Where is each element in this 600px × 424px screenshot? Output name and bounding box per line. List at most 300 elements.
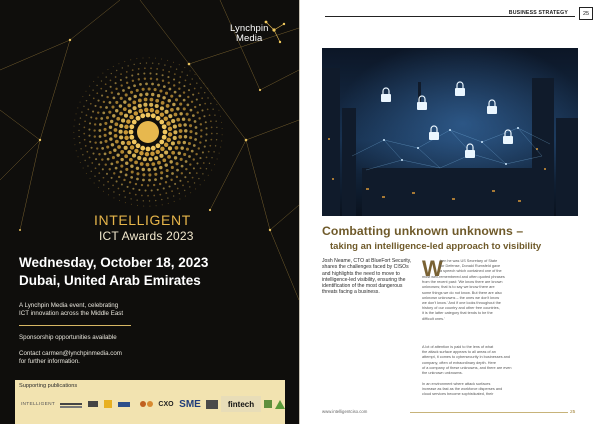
burst-dot xyxy=(124,136,128,140)
burst-dot xyxy=(142,57,143,58)
burst-dot xyxy=(149,57,150,58)
burst-dot xyxy=(107,158,110,161)
lock-icon xyxy=(381,94,391,102)
burst-dot xyxy=(150,108,154,112)
burst-dot xyxy=(159,120,164,125)
burst-dot xyxy=(136,167,139,170)
burst-dot xyxy=(112,185,114,187)
burst-dot xyxy=(204,103,206,105)
burst-dot xyxy=(98,163,100,165)
burst-dot xyxy=(150,152,154,156)
burst-dot xyxy=(156,150,160,154)
burst-dot xyxy=(207,97,208,98)
burst-dot xyxy=(118,63,119,64)
burst-dot xyxy=(176,176,178,178)
burst-dot xyxy=(113,172,115,174)
burst-dot xyxy=(125,162,128,165)
burst-dot xyxy=(120,158,123,161)
burst-dot xyxy=(211,126,213,128)
body-line: some things we do not know. But there are also xyxy=(422,290,502,295)
burst-dot xyxy=(86,173,87,174)
burst-dot xyxy=(127,103,131,107)
burst-dot xyxy=(108,188,109,189)
burst-dot xyxy=(153,184,155,186)
burst-dot xyxy=(134,160,138,164)
burst-dot xyxy=(100,117,103,120)
burst-dot xyxy=(207,88,208,89)
burst-dot xyxy=(92,89,93,90)
burst-dot xyxy=(144,67,146,69)
burst-dot xyxy=(103,191,104,192)
burst-dot xyxy=(78,130,79,131)
burst-dot xyxy=(158,63,159,64)
burst-dot xyxy=(170,95,173,98)
burst-dot xyxy=(140,146,145,151)
burst-dot xyxy=(205,127,207,129)
burst-dot xyxy=(130,59,131,60)
burst-dot xyxy=(132,154,136,158)
burst-dot xyxy=(163,85,166,88)
burst-dot xyxy=(145,93,148,96)
burst-dot xyxy=(109,101,112,104)
burst-dot xyxy=(77,107,78,108)
description-line: A Lynchpin Media event, celebrating xyxy=(19,302,119,309)
burst-dot xyxy=(185,79,187,81)
burst-dot xyxy=(142,179,145,182)
burst-dot xyxy=(120,73,122,75)
burst-dot xyxy=(91,162,93,164)
burst-dot xyxy=(142,173,145,176)
burst-dot xyxy=(181,165,184,168)
burst-dot xyxy=(173,84,175,86)
burst-dot xyxy=(87,165,88,166)
contact-line: for further information. xyxy=(19,358,80,365)
burst-dot xyxy=(146,147,151,152)
burst-dot xyxy=(140,162,144,166)
burst-dot xyxy=(190,192,191,193)
burst-dot xyxy=(155,99,159,103)
burst-dot xyxy=(151,113,156,118)
burst-dot xyxy=(164,163,167,166)
burst-dot xyxy=(121,183,123,185)
burst-dot xyxy=(200,123,202,125)
burst-dot xyxy=(90,178,91,179)
burst-dot xyxy=(152,62,153,63)
burst-dot xyxy=(198,178,199,179)
burst-dot xyxy=(156,205,157,206)
burst-dot xyxy=(124,61,125,62)
burst-dot xyxy=(133,84,136,87)
burst-dot xyxy=(150,67,152,69)
burst-dot xyxy=(188,89,190,91)
publication-logo xyxy=(117,396,131,412)
burst-dot xyxy=(187,181,189,183)
burst-dot xyxy=(160,147,164,151)
burst-dot xyxy=(83,106,84,107)
burst-dot xyxy=(106,116,109,119)
body-line: attempt, it comes to cybersecurity in businesses and xyxy=(422,355,511,360)
burst-dot xyxy=(129,181,131,183)
burst-dot xyxy=(94,123,96,125)
burst-dot xyxy=(203,162,205,164)
burst-dot xyxy=(169,160,172,163)
burst-dot xyxy=(101,80,102,81)
burst-dot xyxy=(159,183,161,185)
burst-dot xyxy=(174,73,176,75)
burst-dot xyxy=(144,98,148,102)
burst-dot xyxy=(142,168,145,171)
burst-dot xyxy=(196,99,198,101)
burst-dot xyxy=(80,117,81,118)
burst-dot xyxy=(205,121,207,123)
burst-dot xyxy=(161,59,162,60)
body-paragraph xyxy=(422,345,512,376)
burst-dot xyxy=(162,69,164,71)
burst-dot xyxy=(132,140,137,145)
burst-dot xyxy=(106,173,108,175)
burst-dot xyxy=(141,184,143,186)
burst-dot xyxy=(195,188,196,189)
burst-dot xyxy=(101,95,103,97)
burst-dot xyxy=(173,78,175,80)
article-subheadline: taking an intelligence-led approach to visibility xyxy=(330,241,542,252)
lock-icon xyxy=(417,102,427,110)
burst-dot xyxy=(192,78,193,79)
burst-dot xyxy=(143,103,147,107)
burst-dot xyxy=(126,141,130,145)
burst-dot xyxy=(174,201,175,202)
burst-dot xyxy=(204,92,205,93)
burst-dot xyxy=(100,88,102,90)
burst-dot xyxy=(150,77,152,79)
burst-dot xyxy=(189,172,191,174)
burst-dot xyxy=(92,111,94,113)
burst-dot xyxy=(188,118,191,121)
burst-dot xyxy=(176,107,179,110)
burst-dot xyxy=(138,78,140,80)
burst-dot xyxy=(164,143,168,147)
burst-dot xyxy=(194,182,195,183)
burst-dot xyxy=(179,129,183,133)
burst-dot xyxy=(160,112,164,116)
body-line: A lot of attention is paid to the lens of what xyxy=(422,345,494,349)
burst-dot xyxy=(160,177,163,180)
burst-dot xyxy=(185,196,186,197)
burst-dot xyxy=(94,176,95,177)
body-line: for Defense, Donald Rumsfeld gave xyxy=(440,264,501,269)
burst-dot xyxy=(102,168,104,170)
burst-dot xyxy=(187,96,189,98)
burst-dot xyxy=(103,184,104,185)
burst-dot xyxy=(124,146,128,150)
burst-dot xyxy=(177,188,179,190)
burst-dot xyxy=(94,105,96,107)
burst-dot xyxy=(194,138,197,141)
burst-dot xyxy=(89,157,91,159)
burst-dot xyxy=(194,120,197,123)
section-label: BUSINESS STRATEGY xyxy=(508,10,568,16)
burst-dot xyxy=(186,104,189,107)
burst-dot xyxy=(124,125,128,129)
burst-dot xyxy=(103,177,105,179)
burst-dot xyxy=(81,111,82,112)
burst-dot xyxy=(108,111,111,114)
burst-dot xyxy=(220,147,221,148)
burst-dot xyxy=(159,89,162,92)
burst-dot xyxy=(175,146,179,150)
burst-dot xyxy=(129,130,134,135)
burst-dot xyxy=(95,167,97,169)
burst-dot xyxy=(167,155,171,159)
burst-dot xyxy=(119,135,123,139)
burst-dot xyxy=(86,114,88,116)
burst-dot xyxy=(110,86,112,88)
burst-dot xyxy=(140,113,145,118)
burst-dot xyxy=(139,93,142,96)
burst-dot xyxy=(189,163,191,165)
burst-dot xyxy=(134,149,138,153)
burst-dot xyxy=(199,157,201,159)
burst-dot xyxy=(136,178,139,181)
burst-dot xyxy=(175,162,178,165)
burst-dot xyxy=(176,118,180,122)
burst-dot xyxy=(124,196,125,197)
burst-dot xyxy=(189,186,190,187)
burst-dot xyxy=(202,173,203,174)
burst-dot xyxy=(129,124,134,129)
burst-dot xyxy=(218,110,219,111)
burst-dot xyxy=(89,95,90,96)
burst-dot xyxy=(108,194,109,195)
burst-dot xyxy=(149,103,153,107)
publication-logo xyxy=(59,396,83,412)
burst-dot xyxy=(86,151,88,153)
body-line: company, often of extraordinary depth. Here xyxy=(422,360,497,365)
burst-dot xyxy=(110,80,112,82)
burst-dot xyxy=(200,167,202,169)
burst-dot xyxy=(160,106,164,110)
burst-dot xyxy=(76,113,77,114)
burst-dot xyxy=(154,156,158,160)
fintech-logo: fintech xyxy=(221,396,261,412)
burst-dot xyxy=(179,193,180,194)
burst-dot xyxy=(209,145,211,147)
burst-dot xyxy=(185,168,187,170)
burst-dot xyxy=(103,101,105,103)
burst-dot xyxy=(162,96,165,99)
burst-dot xyxy=(172,103,175,106)
burst-dot xyxy=(171,172,174,175)
publication-logo xyxy=(135,396,151,412)
burst-dot xyxy=(193,144,196,147)
body-line: hen he was US Secretary of State xyxy=(440,259,498,263)
burst-dot xyxy=(120,97,123,100)
burst-dot xyxy=(82,96,83,97)
burst-dot xyxy=(191,101,193,103)
contact-line: Contact carmen@lynchpinmedia.com xyxy=(19,350,122,357)
burst-dot xyxy=(130,145,134,149)
intro-line: identification of the most dangerous xyxy=(322,283,403,290)
description-line: ICT innovation across the Middle East xyxy=(19,310,124,317)
burst-dot xyxy=(147,195,149,197)
burst-dot xyxy=(90,116,92,118)
burst-dot xyxy=(141,195,143,197)
burst-dot xyxy=(189,124,192,127)
burst-dot xyxy=(173,130,177,134)
burst-dot xyxy=(168,203,169,204)
body-line: a speech which contained one of the xyxy=(440,269,502,274)
burst-dot xyxy=(122,67,123,68)
burst-dot xyxy=(116,153,119,156)
burst-dot xyxy=(126,119,130,123)
lynchpin-media-logo xyxy=(228,20,290,54)
event-date: Wednesday, October 18, 2023 xyxy=(19,255,209,270)
burst-dot xyxy=(188,142,191,145)
burst-dot xyxy=(80,102,81,103)
intro-line: shares the challenges faced by CISOs xyxy=(322,264,409,271)
intro-line: intelligence-led visibility, ensuring the xyxy=(322,276,406,283)
burst-dot xyxy=(104,140,107,143)
burst-dot xyxy=(154,173,157,176)
burst-dot xyxy=(167,197,168,198)
burst-dot xyxy=(145,82,148,85)
burst-dot xyxy=(149,200,150,201)
burst-dot xyxy=(174,156,177,159)
burst-dot xyxy=(132,106,136,110)
burst-dot xyxy=(105,90,107,92)
burst-dot xyxy=(118,188,120,190)
burst-dot xyxy=(116,180,118,182)
burst-dot xyxy=(106,146,109,149)
burst-dot xyxy=(170,179,172,181)
burst-dot xyxy=(192,177,194,179)
burst-dot xyxy=(168,71,170,73)
burst-dot xyxy=(178,123,182,127)
burst-dot xyxy=(96,147,98,149)
burst-dot xyxy=(123,107,127,111)
burst-dot xyxy=(179,112,182,115)
burst-dot xyxy=(99,135,102,138)
burst-dot xyxy=(192,94,194,96)
body-line: it is the latter category that tends to be the xyxy=(422,311,493,316)
burst-dot xyxy=(167,60,168,61)
burst-dot xyxy=(212,109,213,110)
burst-dot xyxy=(87,109,89,111)
burst-dot xyxy=(84,120,86,122)
burst-dot xyxy=(211,93,212,94)
burst-dot xyxy=(136,172,139,175)
body-line: increase as fast as the workforce disperses and xyxy=(422,387,503,392)
burst-dot xyxy=(194,88,196,90)
burst-dot xyxy=(121,119,125,123)
burst-dot xyxy=(184,129,187,132)
burst-dot xyxy=(171,190,173,192)
body-line: of a company of these unknowns, and there are even xyxy=(422,365,512,370)
burst-dot xyxy=(74,126,75,127)
burst-dot xyxy=(100,106,102,108)
burst-dot xyxy=(113,66,114,67)
burst-dot xyxy=(151,146,156,151)
burst-dot xyxy=(95,158,97,160)
burst-dot xyxy=(208,151,210,153)
burst-dot xyxy=(193,167,195,169)
burst-dot xyxy=(153,167,156,170)
burst-dot xyxy=(179,64,180,65)
burst-dot xyxy=(200,135,202,137)
burst-dot xyxy=(157,84,160,87)
burst-dot xyxy=(118,176,120,178)
burst-dot xyxy=(183,85,185,87)
burst-dot xyxy=(133,64,134,65)
burst-dot xyxy=(164,64,165,65)
burst-dot xyxy=(194,106,196,108)
burst-dot xyxy=(144,77,146,79)
burst-dot xyxy=(209,163,210,164)
burst-dot xyxy=(130,176,133,179)
burst-dot xyxy=(198,92,200,94)
burst-dot xyxy=(113,97,116,100)
burst-dot xyxy=(92,153,94,155)
burst-dot xyxy=(149,157,153,161)
burst-dot xyxy=(159,166,162,169)
burst-dot xyxy=(184,176,186,178)
burst-dot xyxy=(129,158,133,162)
burst-dot xyxy=(156,116,161,121)
burst-dot xyxy=(115,88,117,90)
body-line: history of our country and other free countries, xyxy=(422,306,500,311)
burst-dot xyxy=(124,114,128,118)
burst-dot xyxy=(186,148,189,151)
burst-dot xyxy=(179,180,181,182)
burst-dot xyxy=(78,156,79,157)
section-rule xyxy=(325,16,575,17)
burst-dot xyxy=(214,98,215,99)
burst-dot xyxy=(207,108,209,110)
sponsorship-note: Sponsorship opportunities available xyxy=(19,334,117,341)
burst-dot xyxy=(171,151,175,155)
burst-dot xyxy=(156,73,158,75)
burst-dot xyxy=(162,204,163,205)
burst-dot xyxy=(134,111,138,115)
burst-dot xyxy=(74,138,75,139)
burst-dot xyxy=(155,58,156,59)
burst-dot xyxy=(139,83,142,86)
burst-dot xyxy=(197,111,199,113)
publication-logo xyxy=(87,396,99,412)
burst-dot xyxy=(130,91,133,94)
burst-dot xyxy=(98,77,99,78)
burst-dot xyxy=(115,101,118,104)
burst-dot xyxy=(190,70,191,71)
burst-dot xyxy=(174,113,178,117)
burst-dot xyxy=(136,143,141,148)
footer-page-number: 25 xyxy=(570,410,576,415)
burst-dot xyxy=(173,125,177,129)
burst-dot xyxy=(199,141,201,143)
burst-dot xyxy=(214,164,215,165)
burst-dot xyxy=(126,82,128,84)
burst-dot xyxy=(91,171,92,172)
divider xyxy=(19,325,131,326)
burst-dot xyxy=(132,101,136,105)
burst-dot xyxy=(178,81,180,83)
burst-dot xyxy=(167,138,171,142)
burst-dot xyxy=(170,66,171,67)
burst-dot xyxy=(183,91,185,93)
intro-line: and highlights the need to move to xyxy=(322,270,400,277)
burst-dot xyxy=(206,157,208,159)
burst-dot xyxy=(200,129,202,131)
